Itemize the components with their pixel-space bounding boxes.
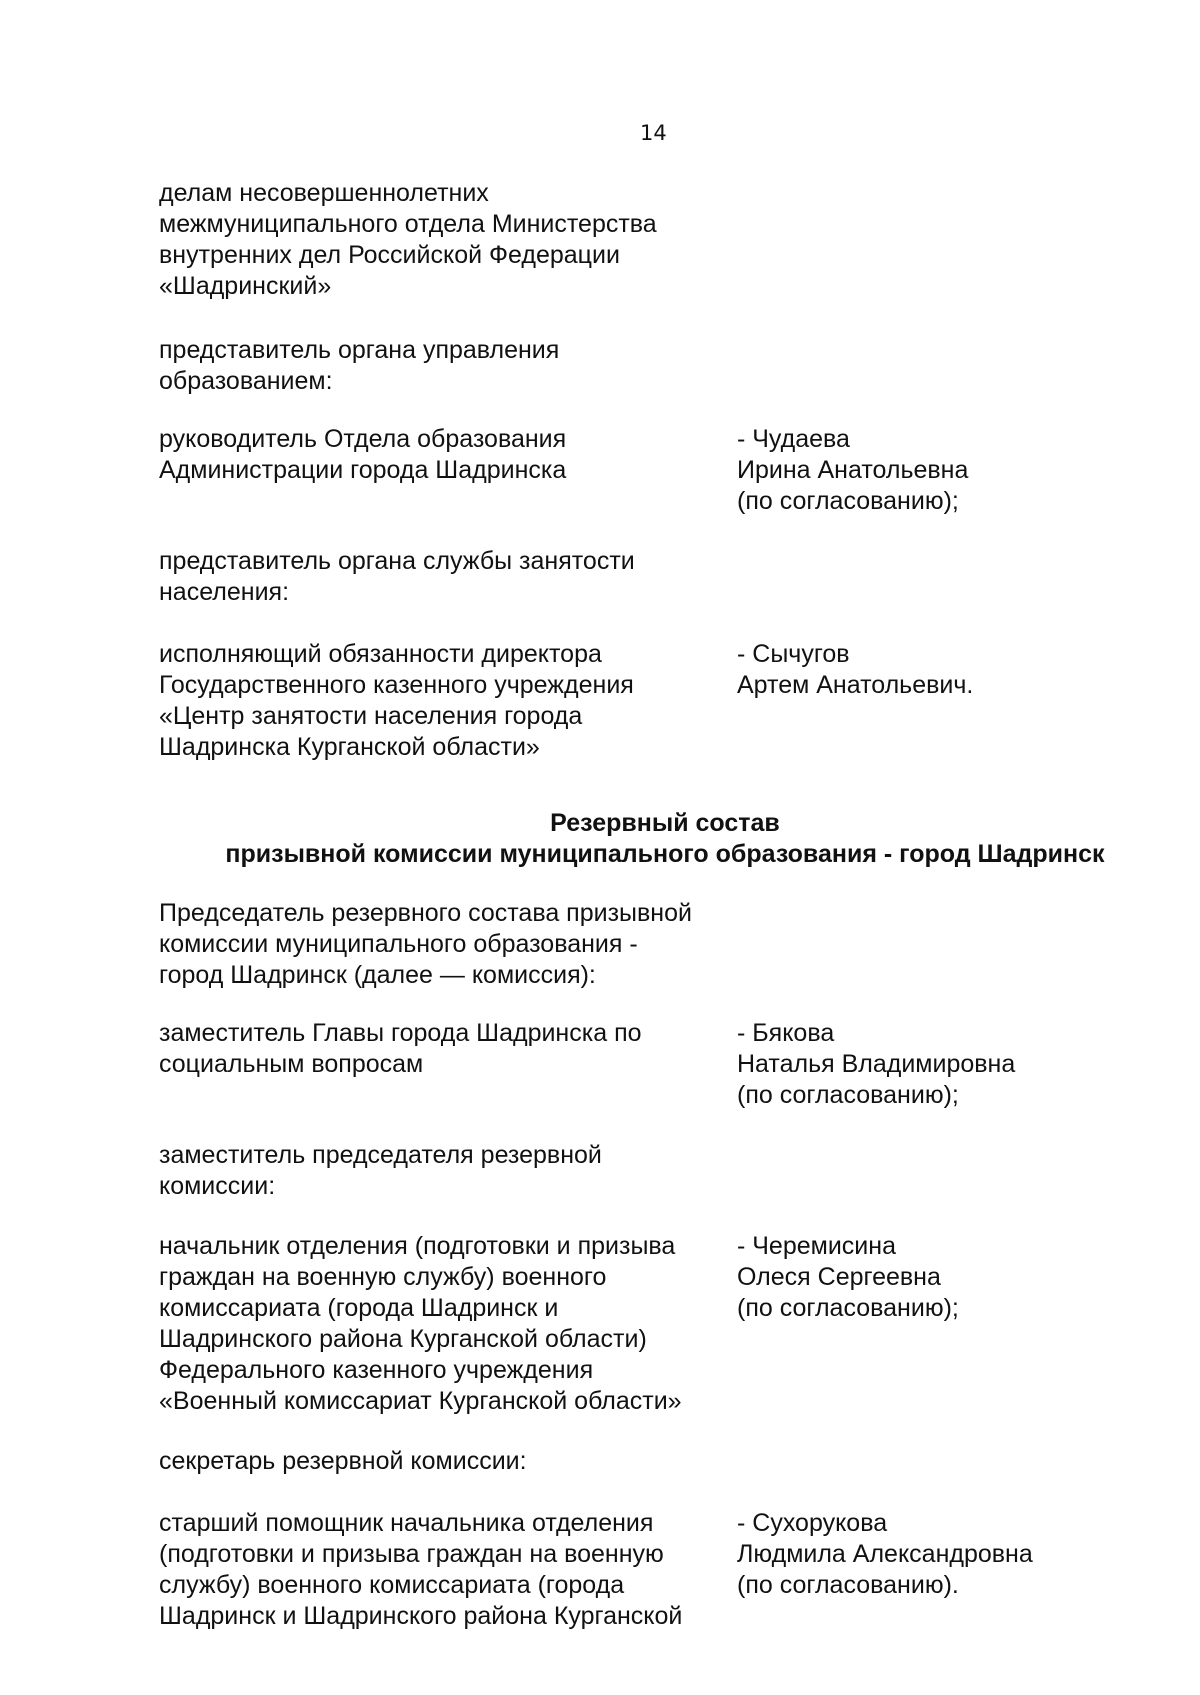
category-heading: заместитель председателя резервной комиссии: — [159, 1141, 602, 1200]
member-name-text: - Сычугов Артем Анатольевич. — [737, 640, 974, 699]
member-name-text: - Бякова Наталья Владимировна (по согласованию); — [737, 1019, 1016, 1109]
member-position-text: делам несовершеннолетних межмуниципального отдела Министерства внутренних дел Российской Федерации «Шадринский» — [159, 179, 657, 300]
category-heading: представитель органа службы занятости населения: — [159, 547, 635, 606]
member-name-text: - Сухорукова Людмила Александровна (по согласованию). — [737, 1509, 1033, 1599]
member-position-text: начальник отделения (подготовки и призыва граждан на военную службу) военного комиссариата (города Шадринск и Шадринского района Курганской области) Федерального казенного учреждения «Военный комиссариат Курганской области» — [159, 1232, 682, 1415]
section-title: Резервный состав призывной комиссии муниципального образования - город Шадринск — [225, 809, 1105, 868]
category-heading: секретарь резервной комиссии: — [159, 1447, 527, 1475]
member-name-text: - Черемисина Олеся Сергеевна (по согласованию); — [737, 1232, 959, 1322]
member-position-text: руководитель Отдела образования Администрации города Шадринска — [159, 425, 567, 484]
member-position-text: старший помощник начальника отделения (подготовки и призыва граждан на военную службу) военного комиссариата (города Шадринск и Шадринского района Курганской — [159, 1509, 683, 1630]
page-number: 14 — [640, 121, 667, 145]
member-position-text: заместитель Главы города Шадринска по социальным вопросам — [159, 1019, 642, 1078]
member-position-text: исполняющий обязанности директора Государственного казенного учреждения «Центр занятости населения города Шадринска Курганской области» — [159, 640, 634, 761]
category-heading: представитель органа управления образованием: — [159, 336, 560, 395]
category-heading: Председатель резервного состава призывной комиссии муниципального образования - город Шадринск (далее — комиссия): — [159, 899, 692, 989]
member-name-text: - Чудаева Ирина Анатольевна (по согласованию); — [737, 425, 969, 515]
